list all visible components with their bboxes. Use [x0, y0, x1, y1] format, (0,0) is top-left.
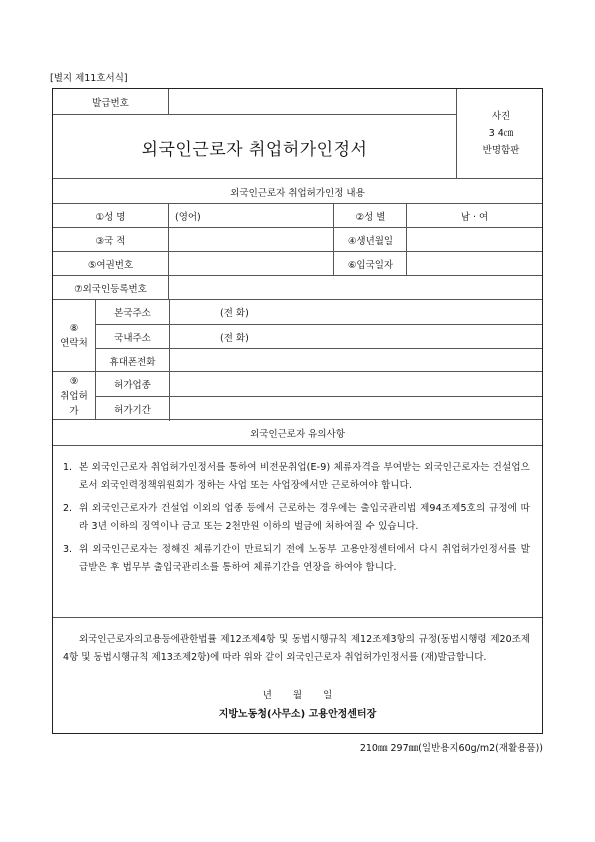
passport-row: [53, 251, 542, 276]
section2-header-row: [53, 419, 542, 446]
nationality-row: [53, 227, 542, 252]
issue-number-field[interactable]: [168, 89, 457, 114]
name-field[interactable]: [168, 204, 340, 228]
passport-field[interactable]: [168, 252, 334, 276]
home-phone-hint: (전 화): [220, 308, 249, 319]
contact-group-number: ⑧: [69, 323, 79, 334]
entry-date-label: ⑥입국일자: [333, 252, 407, 276]
note-number: 3.: [63, 544, 73, 555]
permit-group-label: [53, 372, 95, 420]
section1-header: 외국인근로자 취업허가인정 내용: [230, 187, 365, 199]
name-label: ①성 명: [95, 212, 126, 223]
photo-box[interactable]: [456, 89, 545, 178]
issue-number-label: 발급번호: [92, 97, 129, 109]
section1-header-row: [53, 178, 542, 204]
alien-registration-row: [53, 275, 542, 300]
name-row: [53, 203, 542, 228]
alien-registration-label: ⑦외국인등록번호: [74, 284, 147, 295]
sex-field[interactable]: 남 · 여: [406, 204, 542, 228]
permit-group-text2: 가: [69, 405, 79, 417]
photo-type: 반명함판: [482, 145, 520, 156]
contact-group-text: 연락처: [60, 338, 88, 349]
notes-list: [63, 459, 530, 582]
contact-rows: [95, 300, 542, 372]
note-text: 본 외국인근로자 취업허가인정서를 통하여 비전문취업(E-9) 체류자격을 부여받는 외국인근로자는 건설업으로서 외국인력정책위원회가 정하는 사업 또는 사업장에서만 근로하여야 합니다.: [79, 462, 530, 491]
entry-date-field[interactable]: [406, 252, 542, 276]
industry-label: 허가업종: [114, 380, 151, 391]
sex-label: ②성 별: [333, 204, 407, 228]
note-number: 1.: [63, 462, 73, 473]
nationality-field[interactable]: [168, 228, 334, 252]
permit-rows: [95, 372, 542, 420]
permit-group-number: ⑨: [69, 375, 79, 387]
nationality-label: ③국 적: [95, 236, 126, 247]
home-address-field[interactable]: [169, 300, 542, 324]
mobile-row: [96, 348, 542, 373]
permit-group-text1: 취업허: [60, 390, 88, 402]
issue-number-row: [53, 89, 456, 114]
contact-group: [53, 299, 542, 372]
section2-header: 외국인근로자 유의사항: [250, 428, 345, 440]
note-number: 2.: [63, 503, 73, 514]
permit-group: [53, 371, 542, 420]
note-text: 위 외국인근로자는 정해진 체류기간이 만료되기 전에 노동부 고용안정센터에서 다시 취업허가인정서를 발급받은 후 법무부 출입국관리소를 통하여 체류기간을 연장을 하여야 합니다.: [79, 544, 530, 573]
note-item: [63, 541, 530, 576]
domestic-address-field[interactable]: [169, 325, 542, 349]
photo-label: 사진: [491, 111, 511, 122]
note-item: [63, 459, 530, 494]
issuing-authority: 지방노동청(사무소) 고용안정센터장: [218, 709, 377, 720]
mobile-field[interactable]: [169, 349, 542, 373]
period-field[interactable]: [169, 397, 542, 421]
birth-date-field[interactable]: [406, 228, 542, 252]
domestic-address-row: [96, 324, 542, 349]
name-hint: (영어): [175, 212, 201, 223]
paper-spec: 210㎜ 297㎜(일반용지60g/m2(재활용품)): [359, 743, 543, 754]
domestic-phone-hint: (전 화): [220, 333, 249, 344]
legal-statement: 외국인근로자의고용등에관한법률 제12조제4항 및 동법시행규칙 제12조제3항의 규정(동법시행령 제20조제4항 및 동법시행규칙 제13조제2항)에 따라 위와 같이 외국인근로자 취업허가인정서를 (재)발급합니다.: [63, 634, 530, 663]
legal-divider: [53, 617, 542, 618]
period-row: [96, 396, 542, 421]
contact-group-label: [53, 300, 95, 372]
note-text: 위 외국인근로자가 건설업 이외의 업종 등에서 근로하는 경우에는 출입국관리법 제94조제5호의 규정에 따라 3년 이하의 징역이나 금고 또는 2천만원 이하의 벌금에 처하여질 수 있습니다.: [79, 503, 530, 532]
home-address-row: [96, 300, 542, 324]
form-title: 외국인근로자 취업허가인정서: [141, 139, 368, 160]
home-address-label: 본국주소: [114, 308, 151, 319]
birth-date-label: ④생년월일: [333, 228, 407, 252]
photo-size: 3 4㎝: [488, 128, 514, 139]
permit-form: [52, 88, 543, 734]
note-item: [63, 500, 530, 535]
industry-field[interactable]: [169, 372, 542, 396]
passport-label: ⑤여권번호: [87, 260, 134, 271]
form-number-tag: [별지 제11호서식]: [50, 73, 128, 84]
issue-date-line[interactable]: 년 월 일: [262, 690, 333, 701]
alien-registration-field[interactable]: [168, 276, 542, 300]
title-row: [53, 114, 456, 179]
period-label: 허가기간: [114, 405, 151, 416]
domestic-address-label: 국내주소: [114, 333, 151, 344]
mobile-label: 휴대폰전화: [109, 357, 156, 368]
industry-row: [96, 372, 542, 396]
